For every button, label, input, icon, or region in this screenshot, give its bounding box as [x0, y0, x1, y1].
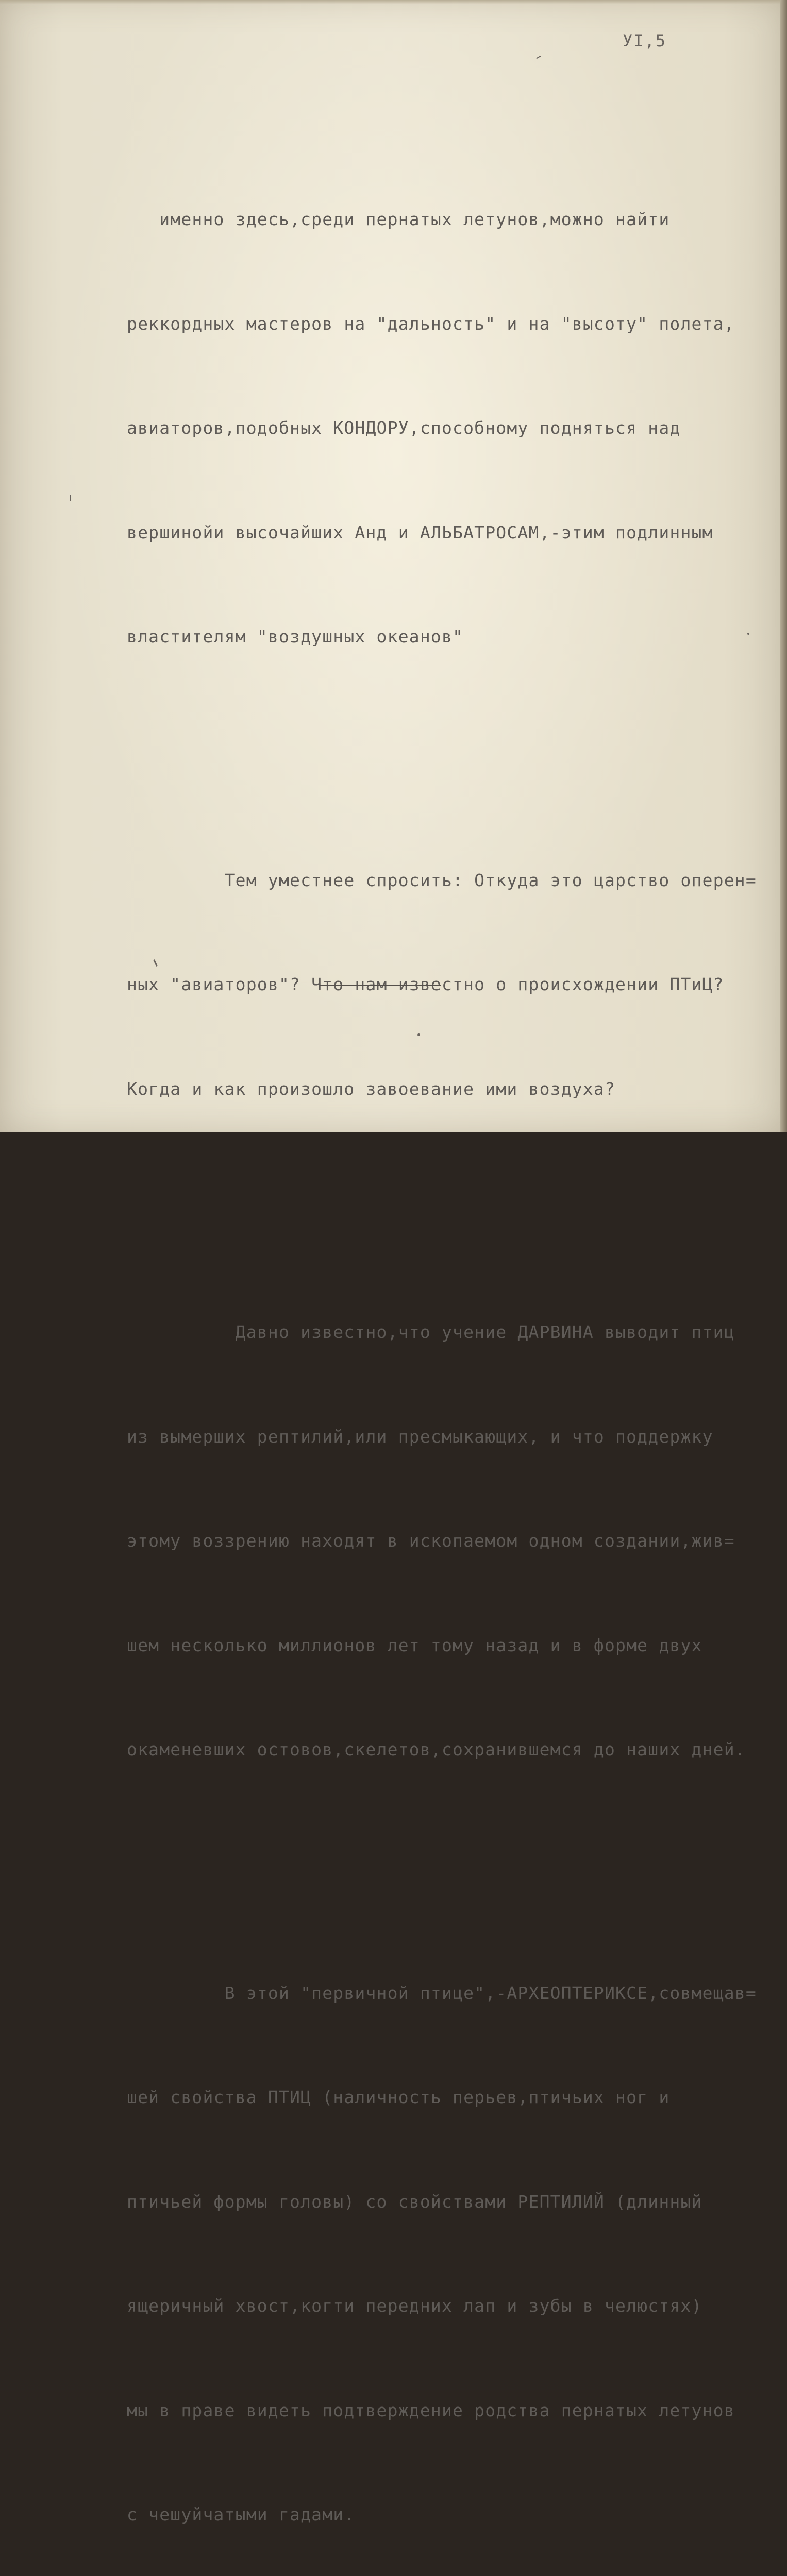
page-top-edge	[0, 0, 787, 4]
text-line: Тем уместнее спросить: Откуда это царство оперен=	[127, 863, 761, 898]
ink-speck	[747, 633, 749, 635]
text-line: вершинойи высочайших Анд и АЛЬБАТРОСАМ,-этим подлинным	[127, 515, 761, 550]
page-right-edge	[780, 0, 787, 1132]
text-line: этому воззрению находят в ископаемом одном создании,жив=	[127, 1523, 761, 1558]
text-line: ящеричный хвост,когти передних лап и зубы в челюстях)	[127, 2289, 761, 2324]
text-line: авиаторов,подобных КОНДОРУ,способному подняться над	[127, 411, 761, 446]
document-body	[127, 63, 761, 2576]
paragraph-1	[127, 132, 761, 724]
ink-speck	[70, 495, 71, 501]
paragraph-3	[127, 1245, 761, 1837]
end-of-text-rule	[320, 985, 441, 986]
typewritten-page	[0, 0, 787, 1132]
text-line: шем несколько миллионов лет тому назад и в форме двух	[127, 1628, 761, 1663]
page-number: УI,5	[623, 31, 666, 50]
ink-speck	[536, 56, 541, 59]
text-line: именно здесь,среди пернатых летунов,можно найти	[127, 202, 761, 237]
text-line: властителям "воздушных океанов"	[127, 619, 761, 654]
text-line: ных "авиаторов"? Что нам известно о происхождении ПТиЦ?	[127, 967, 761, 1002]
paragraph-2	[127, 793, 761, 1176]
text-line: Давно известно,что учение ДАРВИНА выводит птиц	[127, 1315, 761, 1350]
text-line: с чешуйчатыми гадами.	[127, 2497, 761, 2532]
text-line: мы в праве видеть подтверждение родства пернатых летунов	[127, 2393, 761, 2428]
text-line: реккордных мастеров на "дальность" и на "высоту" полета,	[127, 307, 761, 342]
text-line: В этой "первичной птице",-АРХЕОПТЕРИКСЕ,совмещав=	[127, 1976, 761, 2011]
paragraph-4	[127, 1906, 761, 2576]
text-line: из вымерших рептилий,или пресмыкающих, и что поддержку	[127, 1419, 761, 1454]
text-line: окаменевших остовов,скелетов,сохранившемся до наших дней.	[127, 1732, 761, 1767]
text-line: шей свойства ПТИЦ (наличность перьев,птичьих ног и	[127, 2080, 761, 2115]
ink-speck	[417, 1033, 420, 1036]
text-line: птичьей формы головы) со свойствами РЕПТИЛИЙ (длинный	[127, 2184, 761, 2219]
text-line: Когда и как произошло завоевание ими воздуха?	[127, 1072, 761, 1107]
